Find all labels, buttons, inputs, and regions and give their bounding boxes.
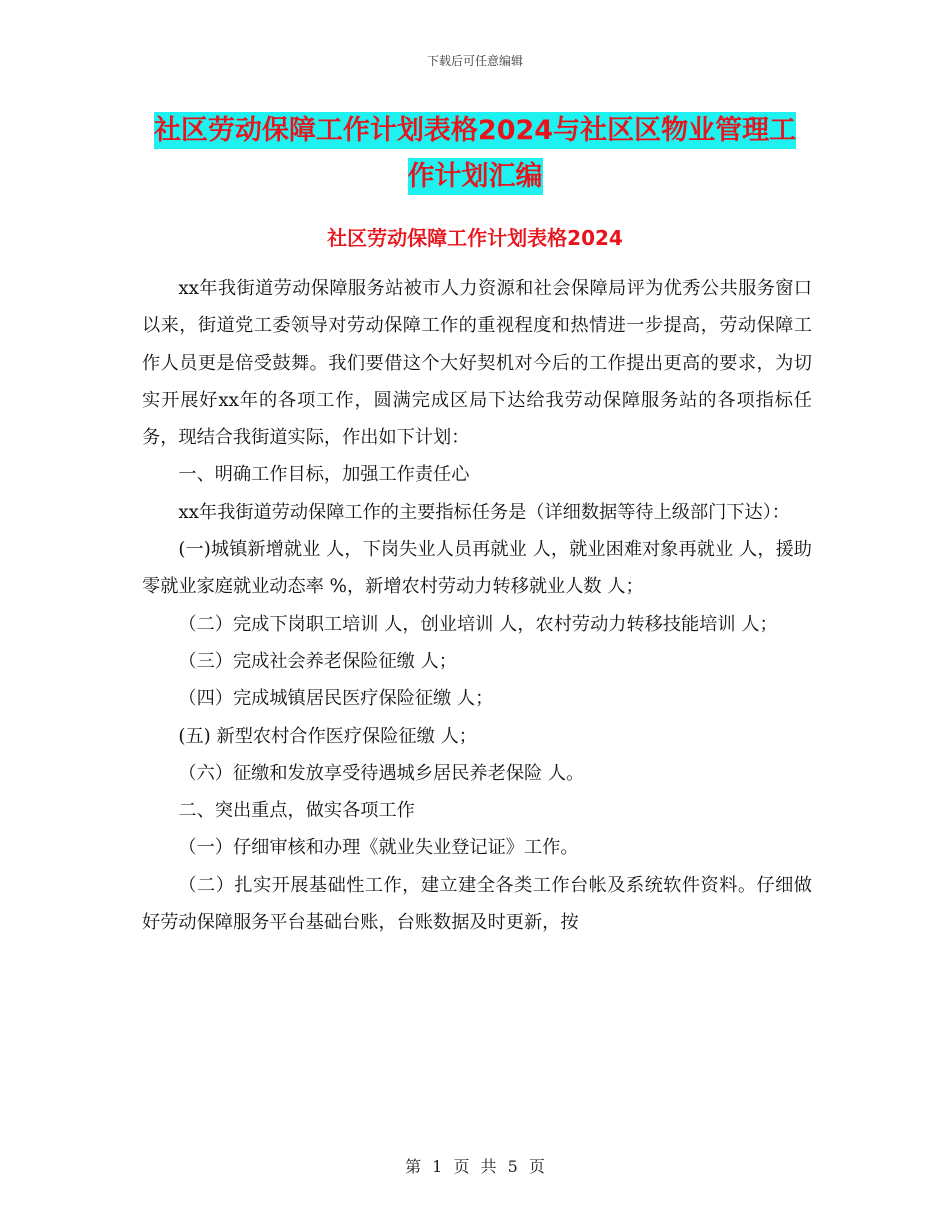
paragraph: （三）完成社会养老保险征缴 人；: [178, 650, 457, 672]
paragraph: （四）完成城镇居民医疗保险征缴 人；: [178, 688, 494, 710]
document-title: [0, 108, 950, 200]
section-title: 社区劳动保障工作计划表格2024: [327, 226, 623, 250]
paragraph: xx年我街道劳动保障工作的主要指标任务是（详细数据等待上级部门下达）：: [178, 501, 790, 523]
paragraph: （一）仔细审核和办理《就业失业登记证》工作。: [178, 837, 579, 859]
paragraph: （六）征缴和发放享受待遇城乡居民养老保险 人。: [178, 762, 585, 784]
paragraph: 一、明确工作目标，加强工作责任心: [178, 464, 470, 486]
paragraph: 二、突出重点，做实各项工作: [178, 800, 415, 822]
paragraph: xx年我街道劳动保障服务站被市人力资源和社会保障局评为优秀公共服务窗口以来，街道党工委领导对劳动保障工作的重视程度和热情进一步提高，劳动保障工作人员更是倍受鼓舞。我们要借这个大好契机对今后的工作提出更高的要求，为切实开展好xx年的各项工作，圆满完成区局下达给我劳动保障服务站的各项指标任务，现结合我街道实际，作出如下计划：: [142, 278, 812, 449]
paragraph: （二）完成下岗职工培训 人，创业培训 人，农村劳动力转移技能培训 人；: [178, 613, 778, 635]
document-title-line-2: 作计划汇编: [408, 158, 543, 195]
paragraph: （二）扎实开展基础性工作，建立建全各类工作台帐及系统软件资料。仔细做好劳动保障服务平台基础台账，台账数据及时更新，按: [142, 874, 812, 934]
paragraph: (五) 新型农村合作医疗保险征缴 人；: [178, 725, 477, 747]
document-title-line-1: 社区劳动保障工作计划表格2024与社区区物业管理工: [154, 112, 796, 149]
paragraph: (一)城镇新增就业 人，下岗失业人员再就业 人，就业困难对象再就业 人，援助零就业家庭就业动态率 %，新增农村劳动力转移就业人数 人；: [142, 539, 812, 598]
page-footer: 第 1 页 共 5 页: [405, 1157, 545, 1176]
document-body: [142, 270, 812, 941]
page-header: 下载后可任意编辑: [426, 54, 523, 68]
